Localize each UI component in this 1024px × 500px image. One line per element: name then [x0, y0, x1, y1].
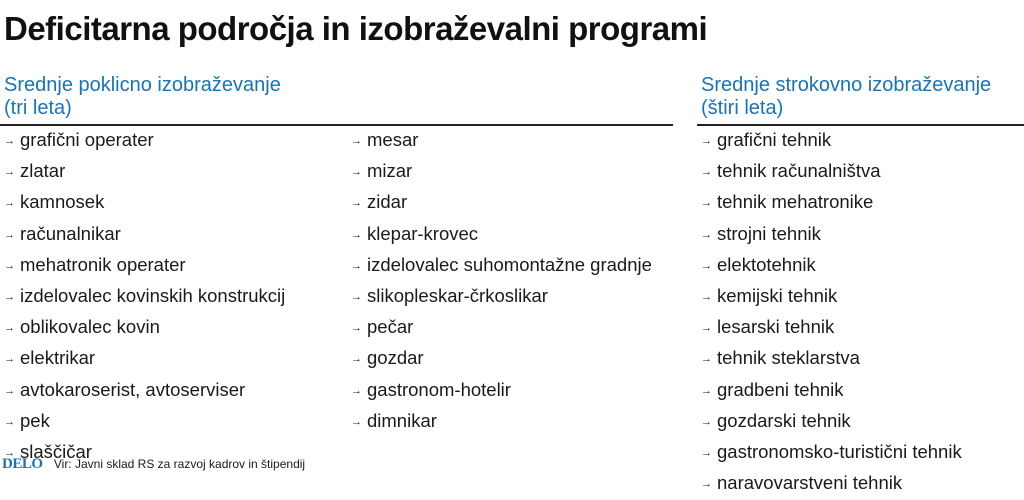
- arrow-right-icon: →: [351, 135, 362, 147]
- left-section-heading: [4, 74, 281, 120]
- arrow-right-icon: →: [4, 322, 15, 335]
- list-item-label: mizar: [367, 160, 413, 182]
- arrow-right-icon: →: [4, 259, 15, 272]
- arrow-right-icon: →: [701, 197, 712, 210]
- arrow-right-icon: →: [701, 384, 712, 397]
- arrow-right-icon: →: [4, 353, 15, 366]
- page-title: Deficitarna področja in izobraževalni programi: [4, 10, 708, 47]
- list-item: [351, 157, 652, 188]
- right-heading-duration: (štiri leta): [701, 97, 784, 119]
- source-note: Vir: Javni sklad RS za razvoj kadrov in štipendij: [53, 457, 306, 471]
- list-item-label: tehnik mehatronike: [717, 191, 874, 213]
- arrow-right-icon: →: [701, 415, 712, 428]
- list-item: [351, 126, 652, 157]
- list-item-label: tehnik steklarstva: [717, 347, 860, 369]
- list-item-label: pek: [20, 409, 50, 431]
- list-item-label: tehnik računalništva: [717, 160, 881, 182]
- arrow-right-icon: →: [701, 478, 712, 491]
- list-item: [701, 188, 962, 219]
- arrow-right-icon: →: [701, 135, 712, 147]
- list-item: [4, 220, 285, 251]
- list-item: [351, 188, 652, 219]
- list-item-label: mehatronik operater: [20, 253, 186, 275]
- list-item-label: mesar: [367, 129, 419, 150]
- list-item: [701, 376, 962, 407]
- list-item: [701, 251, 962, 282]
- list-item-label: kemijski tehnik: [717, 285, 838, 307]
- arrow-right-icon: →: [4, 135, 15, 147]
- footer: [2, 456, 305, 473]
- arrow-right-icon: →: [4, 197, 15, 210]
- list-item-label: izdelovalec kovinskih konstrukcij: [20, 285, 286, 307]
- technical-list: [701, 126, 962, 500]
- list-item: [701, 344, 962, 375]
- list-item-label: grafični tehnik: [717, 129, 832, 150]
- arrow-right-icon: →: [4, 166, 15, 179]
- arrow-right-icon: →: [701, 166, 712, 179]
- list-item-label: pečar: [367, 316, 414, 338]
- list-item: [351, 376, 652, 407]
- list-item: [351, 313, 652, 344]
- arrow-right-icon: →: [701, 353, 712, 366]
- list-item: [701, 220, 962, 251]
- list-item: [351, 220, 652, 251]
- left-heading-duration: (tri leta): [4, 97, 72, 119]
- list-item-label: strojni tehnik: [717, 222, 821, 244]
- list-item: [4, 157, 285, 188]
- list-item-label: avtokaroserist, avtoserviser: [20, 378, 246, 400]
- list-item-label: gozdarski tehnik: [717, 409, 851, 431]
- arrow-right-icon: →: [701, 259, 712, 272]
- arrow-right-icon: →: [4, 384, 15, 397]
- list-item-label: gradbeni tehnik: [717, 378, 844, 400]
- list-item-label: gastronom-hotelir: [367, 378, 511, 400]
- vocational-list-column-1: [4, 126, 285, 469]
- list-item-label: naravovarstveni tehnik: [717, 472, 903, 494]
- list-item: [701, 126, 962, 157]
- list-item-label: dimnikar: [367, 409, 437, 431]
- arrow-right-icon: →: [701, 322, 712, 335]
- arrow-right-icon: →: [351, 259, 362, 272]
- arrow-right-icon: →: [701, 228, 712, 241]
- list-item-label: računalnikar: [20, 222, 121, 244]
- list-item-label: oblikovalec kovin: [20, 316, 160, 338]
- arrow-right-icon: →: [351, 322, 362, 335]
- delo-logo: DELO: [2, 456, 43, 472]
- list-item: [4, 344, 285, 375]
- arrow-right-icon: →: [701, 447, 712, 460]
- arrow-right-icon: →: [351, 228, 362, 241]
- list-item-label: lesarski tehnik: [717, 316, 835, 338]
- list-item: [4, 313, 285, 344]
- list-item: [351, 344, 652, 375]
- arrow-right-icon: →: [351, 166, 362, 179]
- list-item: [701, 438, 962, 469]
- list-item: [4, 282, 285, 313]
- list-item-label: slaščičar: [20, 441, 92, 463]
- list-item-label: gastronomsko-turistični tehnik: [717, 441, 962, 463]
- list-item: [351, 407, 652, 438]
- arrow-right-icon: →: [351, 197, 362, 210]
- arrow-right-icon: →: [4, 291, 15, 304]
- list-item-label: slikopleskar-črkoslikar: [367, 285, 548, 307]
- left-heading-title: Srednje poklicno izobraževanje: [4, 74, 281, 96]
- list-item: [701, 282, 962, 313]
- list-item: [701, 313, 962, 344]
- list-item: [4, 407, 285, 438]
- list-item-label: izdelovalec suhomontažne gradnje: [367, 253, 652, 275]
- list-item-label: elektotehnik: [717, 253, 816, 275]
- list-item: [351, 251, 652, 282]
- list-item-label: grafični operater: [20, 129, 154, 150]
- list-item: [4, 126, 285, 157]
- list-item-label: elektrikar: [20, 347, 96, 369]
- list-item-label: zidar: [367, 191, 408, 213]
- list-item: [701, 469, 962, 500]
- list-item: [4, 251, 285, 282]
- list-item-label: klepar-krovec: [367, 222, 479, 244]
- arrow-right-icon: →: [351, 415, 362, 428]
- right-heading-title: Srednje strokovno izobraževanje: [701, 74, 992, 96]
- list-item: [701, 407, 962, 438]
- list-item-label: kamnosek: [20, 191, 105, 213]
- arrow-right-icon: →: [351, 384, 362, 397]
- arrow-right-icon: →: [351, 291, 362, 304]
- arrow-right-icon: →: [4, 415, 15, 428]
- right-section-heading: [701, 74, 991, 120]
- list-item-label: gozdar: [367, 347, 424, 369]
- list-item: [4, 188, 285, 219]
- arrow-right-icon: →: [4, 228, 15, 241]
- list-item-label: zlatar: [20, 160, 66, 182]
- arrow-right-icon: →: [701, 291, 712, 304]
- arrow-right-icon: →: [351, 353, 362, 366]
- list-item: [351, 282, 652, 313]
- vocational-list-column-2: [351, 126, 652, 438]
- arrow-right-icon: →: [4, 447, 15, 460]
- list-item: [4, 376, 285, 407]
- list-item: [701, 157, 962, 188]
